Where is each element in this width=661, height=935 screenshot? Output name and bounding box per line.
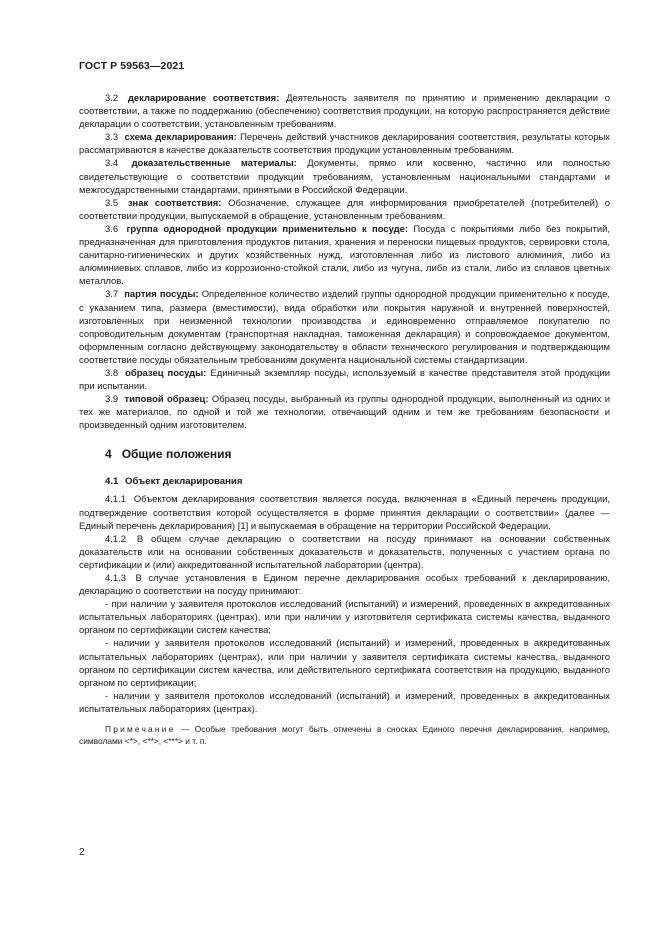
note [79,723,610,747]
definition-text: Перечень действий участников декларирования соответствия, результаты которых рассматриваются в качестве доказательств соответствия продукции установленным требованиям. [79,132,611,157]
clause-number: 4.1.3 [105,573,126,584]
note-text: — Особые требования могут быть отмечены в сносках Единого перечня декларирования, например, символами <*>, <**>, <***> и т. п. [79,724,610,747]
list-item: - наличии у заявителя протоколов исследований (испытаний) и измерений, проведенных в аккредитованных испытательных лабораториях (центрах), или при наличии у заявителя сертификата системы качества, выданного органом по сертификации систем качества, или действительного сертификата соответствия на продукцию, выданного органом по сертификации; [79,638,610,689]
page-number: 2 [79,847,85,858]
note-label: Примечание [105,724,176,735]
section-number: 4 [105,447,112,462]
definition-3-4 [79,157,610,196]
definition-3-5 [79,197,610,223]
clause-4-1-2 [79,533,610,572]
definition-term: знак соответствия: [127,197,222,209]
clause-text: В общем случае декларацию о соответствии на посуду принимают на основании собственных доказательств или на основании собственных доказательств и доказательств, полученных с участием органа по сертификации и (или) аккредитованной испытательной лаборатории (центра). [79,533,610,571]
clause-number: 4.1.2 [105,533,126,545]
section-title: Общие положения [121,447,232,462]
definition-3-7 [79,288,610,367]
definition-number: 3.8 [105,367,119,379]
definition-term: декларирование соответствия: [127,93,280,104]
subsection-number: 4.1 [105,476,119,488]
clause-text: В случае установления в Едином перечне декларирования особых требований к декларированию, декларацию о соответствии на посуду принимают: [79,573,610,598]
list-item: - наличии у заявителя протоколов исследований (испытаний) и измерений, проведенных в аккредитованных испытательных лабораториях (центрах). [79,690,610,715]
list-item: - при наличии у заявителя протоколов исследований (испытаний) и измерений, проведенных в аккредитованных испытательных лабораториях (центрах), или при наличии у изготовителя сертификата системы качества, выданного органом по сертификации систем качества; [79,599,610,637]
definition-text: Определенное количество изделий группы однородной продукции применительно к посуде, с указанием типа, размера (вместимости), вида обработки или покрытия наружной и внутренней поверхностей, изготовленных при неизменной технологии производства и единовременно отправляемое покупателю по сопроводительным документам (транспортная накладная, таможенная декларация) и сопровождаемое документом, оформленным согласно действующему законодательству в области технического регулирования и подтверждающим соответствие посуды обязательным требованиям документа национальной системы стандартизации. [79,289,611,366]
definition-3-6 [79,223,610,288]
definition-number: 3.9 [105,394,119,406]
definition-term: доказательственные материалы: [131,158,297,170]
definition-number: 3.2 [105,93,119,104]
definition-number: 3.6 [105,223,119,235]
definition-term: схема декларирования: [124,132,237,144]
definition-text: Деятельность заявителя по принятию и применению декларации о соответствии, а также по поддержанию (обеспечению) соответствия продукции, на которую распространяется действие декларации о соответствии, установленным требованиям. [79,93,610,131]
definition-3-9 [79,393,610,432]
definition-text: Обозначение, служащее для информирования приобретателей (потребителей) о соответствии продукции, выпускаемой в обращение, установленным требованиям. [79,197,611,222]
definition-term: партия посуды: [124,289,199,301]
clause-4-1-1 [79,493,610,532]
definition-text: Посуда с покрытиями либо без покрытий, предназначенная для приготовления продуктов питания, хранения и переноски пищевых продуктов, сервировки стола, санитарно-гигиенических и других хозяйственных нужд, изготовленная либо из листового алюминия, либо из алюминиевых сплавов, либо из коррозионно-стойкой стали, либо из чугуна, либо из стали, либо из сплавов цветных металлов. [79,223,610,288]
definition-term: образец посуды: [125,367,207,379]
definition-text: Образец посуды, выбранный из группы однородной продукции, выполненный из одних и тех же материалов, по одной и той же технологии, отвечающий одним и тем же требованиям безопасности и произведенный одним изготовителем. [79,394,610,432]
definition-3-2 [79,92,610,131]
definition-number: 3.5 [105,197,119,209]
definition-term: типовой образец: [124,394,209,406]
definition-text: Единичный экземпляр посуды, используемый в качестве представителя этой продукции при испытании. [79,367,611,393]
definition-number: 3.4 [105,158,119,170]
definition-number: 3.7 [105,289,119,301]
document-body [79,92,610,747]
definition-text: Документы, прямо или косвенно, частично или полностью свидетельствующие о соответствии продукции требованиям, установленным национальными стандартами и межгосударственными стандартами, принятыми в Российской Федерации. [79,158,610,196]
standard-designation: ГОСТ Р 59563—2021 [79,60,185,72]
subsection-heading [79,475,610,488]
clause-number: 4.1.1 [105,494,126,506]
definition-3-8 [79,367,610,393]
section-heading [79,446,610,462]
definition-3-3 [79,131,610,157]
subsection-title: Объект декларирования [125,476,243,488]
clause-text: Объектом декларирования соответствия является посуда, включенная в «Единый перечень продукции, подтверждение соответствия которой осуществляется в форме принятия декларации о соответствии» (далее — Единый перечень декларирования) [1] и выпускаемая в обращение на территории Российской Федерации. [79,494,610,532]
definition-term: группа однородной продукции применительно к посуде: [126,223,409,235]
definition-number: 3.3 [105,132,119,144]
clause-4-1-3 [79,572,610,598]
